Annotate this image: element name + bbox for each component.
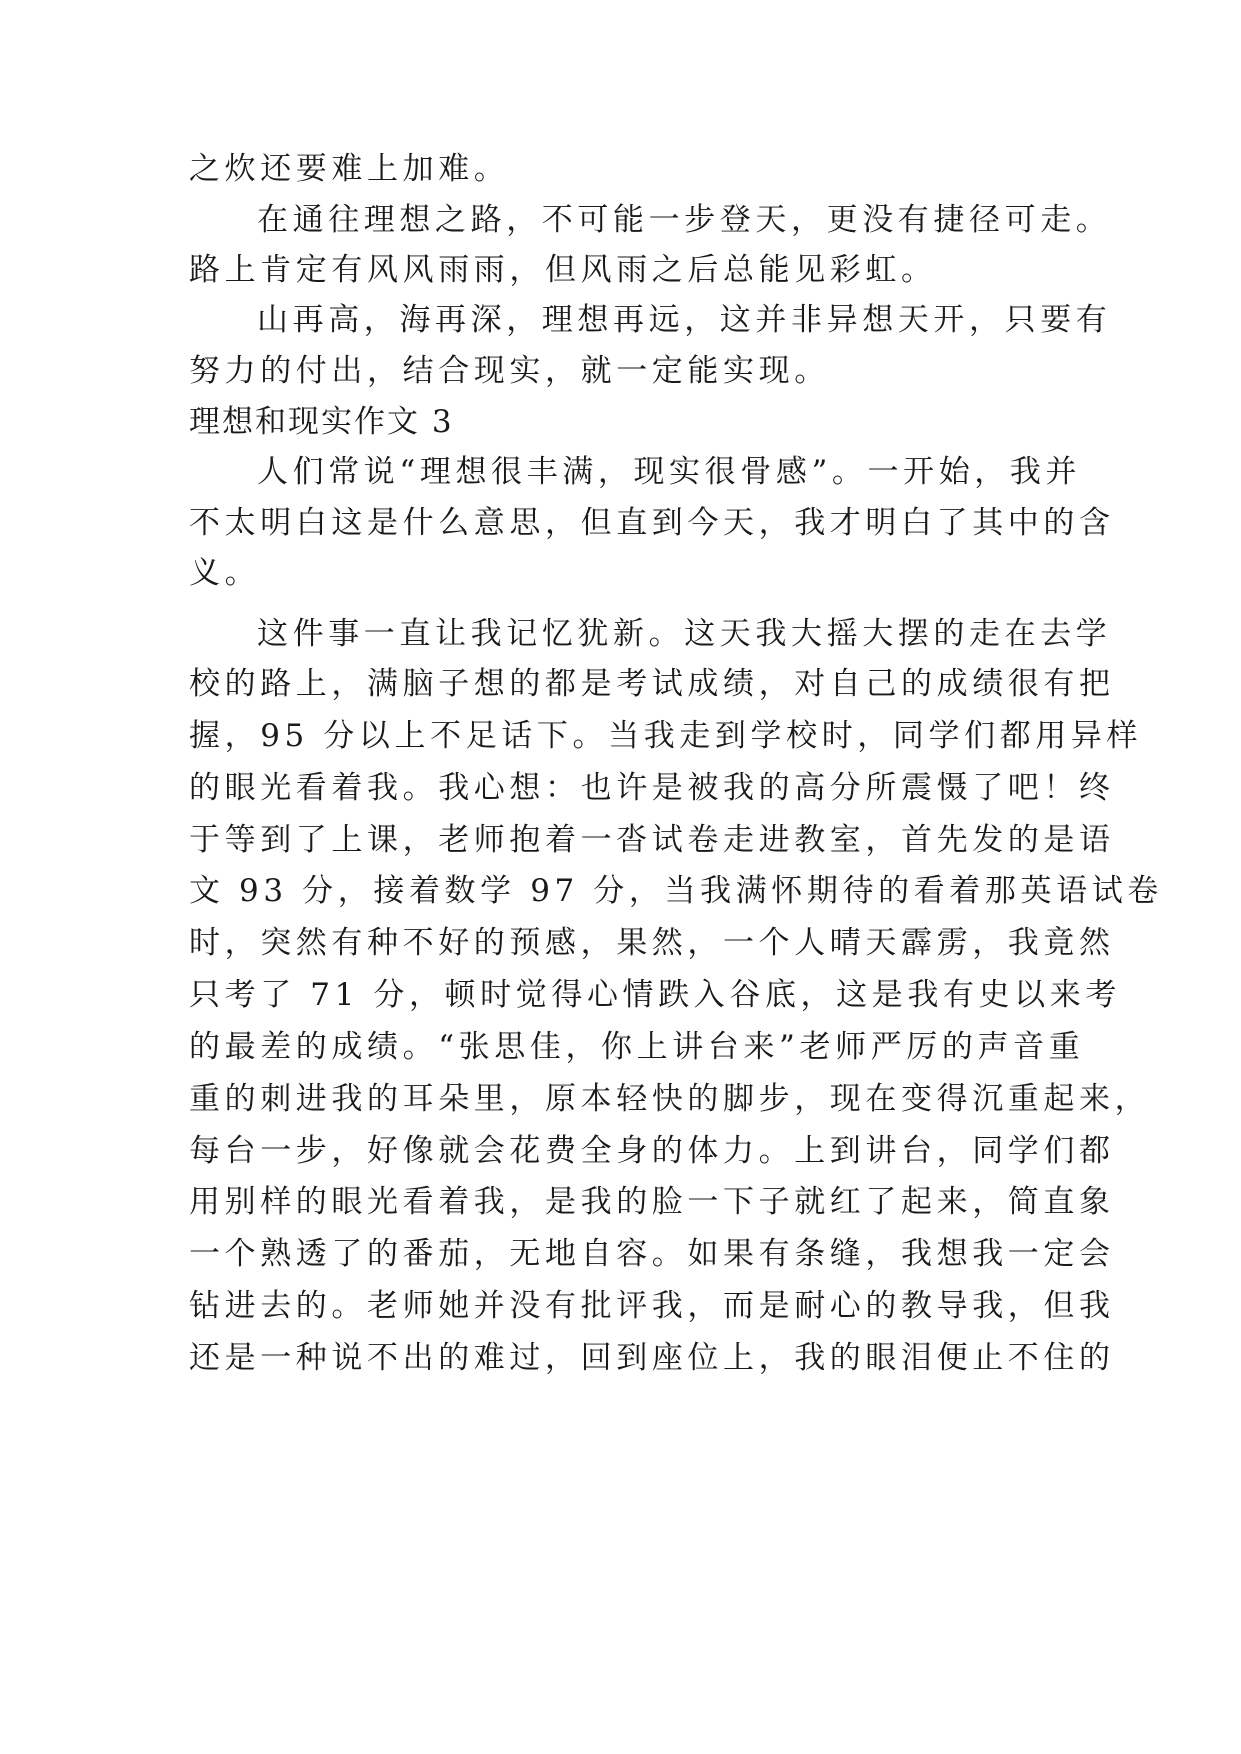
text-line: 校的路上，满脑子想的都是考试成绩，对自己的成绩很有把	[189, 666, 1115, 702]
text-line: 每台一步，好像就会花费全身的体力。上到讲台，同学们都	[189, 1133, 1115, 1169]
text-line: 还是一种说不出的难过，回到座位上，我的眼泪便止不住的	[189, 1340, 1115, 1376]
section-heading: 理想和现实作文 3	[189, 404, 454, 440]
text-line: 努力的付出，结合现实，就一定能实现。	[189, 353, 830, 389]
text-line: 人们常说“理想很丰满，现实很骨感”。一开始，我并	[257, 454, 1082, 490]
text-line: 义。	[189, 555, 261, 591]
text-line: 的眼光看着我。我心想：也许是被我的高分所震慑了吧！终	[189, 770, 1115, 806]
text-line: 这件事一直让我记忆犹新。这天我大摇大摆的走在去学	[257, 616, 1112, 652]
text-line: 重的刺进我的耳朵里，原本轻快的脚步，现在变得沉重起来，	[189, 1081, 1151, 1117]
text-line: 握，95 分以上不足话下。当我走到学校时，同学们都用异样	[189, 718, 1143, 754]
text-line: 的最差的成绩。“张思佳，你上讲台来”老师严厉的声音重	[189, 1029, 1085, 1065]
text-line: 山再高，海再深，理想再远，这并非异想天开，只要有	[257, 302, 1112, 338]
text-line: 在通往理想之路，不可能一步登天，更没有捷径可走。	[257, 202, 1112, 238]
text-line: 之炊还要难上加难。	[189, 151, 510, 187]
text-line: 钻进去的。老师她并没有批评我，而是耐心的教导我，但我	[189, 1288, 1115, 1324]
text-line: 路上肯定有风风雨雨，但风雨之后总能见彩虹。	[189, 252, 937, 288]
text-line: 不太明白这是什么意思，但直到今天，我才明白了其中的含	[189, 505, 1115, 541]
text-line: 时，突然有种不好的预感，果然，一个人晴天霹雳，我竟然	[189, 925, 1115, 961]
text-line: 于等到了上课，老师抱着一沓试卷走进教室，首先发的是语	[189, 822, 1115, 858]
text-line: 文 93 分，接着数学 97 分，当我满怀期待的看着那英语试卷	[189, 873, 1163, 909]
text-line: 只考了 71 分，顿时觉得心情跌入谷底，这是我有史以来考	[189, 977, 1121, 1013]
text-line: 一个熟透了的番茄，无地自容。如果有条缝，我想我一定会	[189, 1236, 1115, 1272]
text-line: 用别样的眼光看着我，是我的脸一下子就红了起来，简直象	[189, 1184, 1115, 1220]
